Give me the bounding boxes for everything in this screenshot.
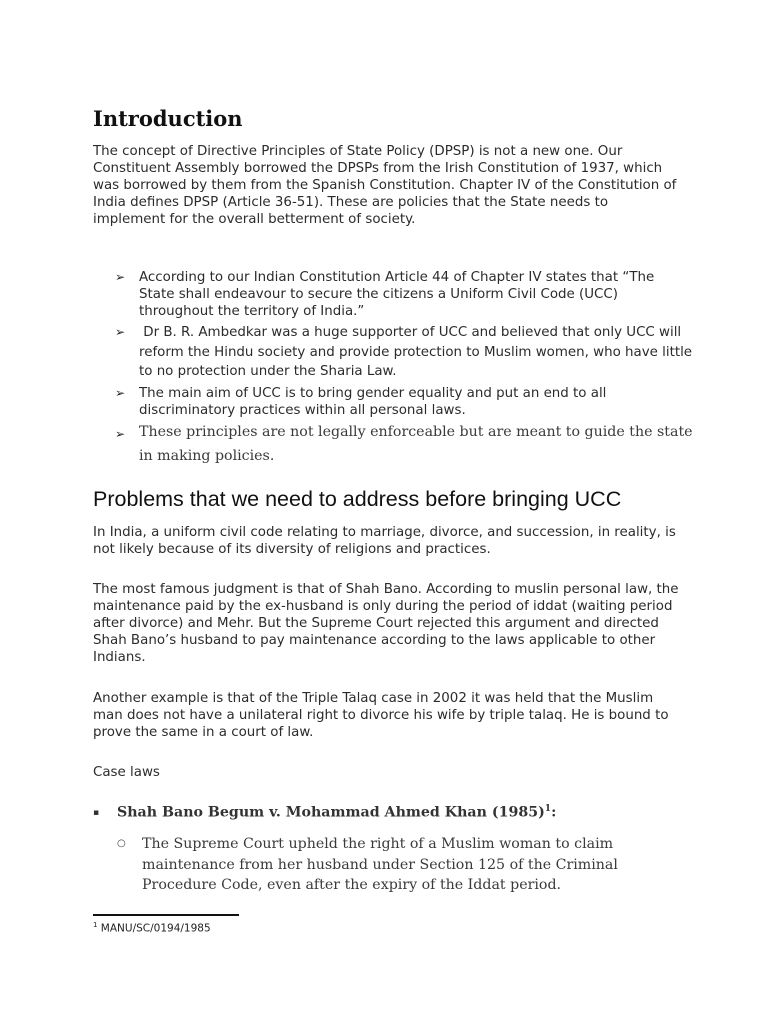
footnote	[93, 921, 211, 935]
intro-paragraph: The concept of Directive Principles of State Policy (DPSP) is not a new one. Our Constituent Assembly borrowed the DPSPs from the Irish Constitution of 1937, which was borrowed by them from the Spanish Constitution. Chapter IV of the Constitution of India defines DPSP (Article 36-51). These are policies that the State needs to implement for the overall betterment of society.	[93, 144, 677, 227]
footnote-reference: 1	[544, 804, 552, 814]
square-bullet-icon: ▪	[93, 808, 100, 818]
list-item: ➢ According to our Indian Constitution Article 44 of Chapter IV states that “The State shall endeavour to secure the citizens a Uniform Civil Code (UCC) throughout the territory of India.”	[115, 270, 655, 319]
footnote-separator	[93, 914, 239, 916]
list-item: ➢ These principles are not legally enforceable but are meant to guide the state in making policies.	[115, 423, 693, 464]
problems-paragraph-2: The most famous judgment is that of Shah Bano. According to muslin personal law, the maintenance paid by the ex-husband is only during the period of iddat (waiting period after divorce) and Mehr. But the Supreme Court rejected this argument and directed Shah Bano’s husband to pay maintenance according to the laws applicable to other Indians.	[93, 582, 679, 665]
footnote-marker: 1	[93, 921, 98, 929]
problems-paragraph-3: Another example is that of the Triple Talaq case in 2002 it was held that the Muslim man does not have a unilateral right to divorce his wife by triple talaq. He is bound to prove the same in a court of law.	[93, 691, 669, 740]
arrow-bullet-icon: ➢	[115, 325, 126, 339]
arrow-bullet-icon: ➢	[115, 426, 126, 441]
arrow-bullet-icon: ➢	[115, 385, 126, 400]
case-law-title: Shah Bano Begum v. Mohammad Ahmed Khan $(1985)^1$:	[117, 804, 557, 821]
dpsp-bullet-list	[93, 269, 697, 471]
case-law-detail-text: The Supreme Court upheld the right of a Muslim woman to claim maintenance from her husband under Section 125 of the Criminal Procedure Code, even after the expiry of the Iddat period.	[142, 836, 618, 893]
list-item: ➢ Dr B. R. Ambedkar was a huge supporter of UCC and believed that only UCC will reform the Hindu society and provide protection to Muslim women, who have little to no protection under the Sharia Law.	[115, 325, 697, 379]
list-item: ➢ The main aim of UCC is to bring gender equality and put an end to all discriminatory practices within all personal laws.	[115, 385, 607, 418]
arrow-bullet-icon: ➢	[115, 270, 126, 284]
circle-bullet-icon: ○	[117, 838, 126, 849]
problems-heading: Problems that we need to address before bringing UCC	[93, 487, 622, 511]
footnote-text: MANU/SC/0194/1985	[97, 922, 211, 935]
case-laws-label: Case laws	[93, 765, 160, 780]
problems-paragraph-1: In India, a uniform civil code relating to marriage, divorce, and succession, in reality, is not likely because of its diversity of religions and practices.	[93, 525, 676, 557]
introduction-heading: Introduction	[93, 106, 243, 131]
